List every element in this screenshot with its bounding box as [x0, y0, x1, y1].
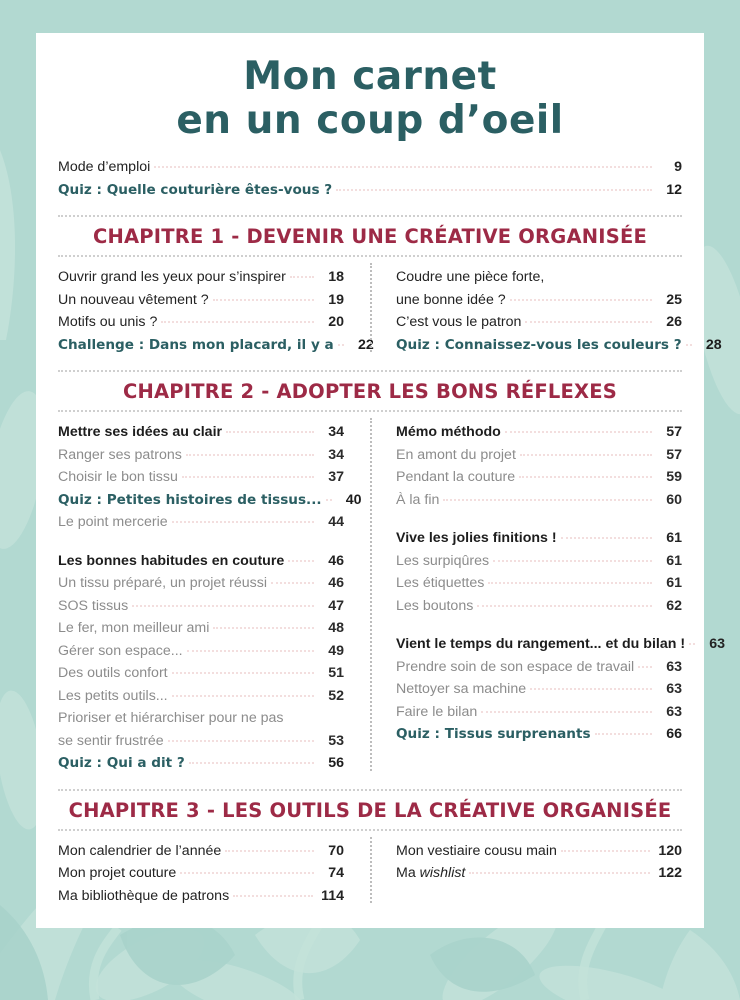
toc-page-number: 74 [328, 865, 344, 882]
toc-entry-label: Nettoyer sa machine [396, 681, 527, 698]
toc-entry-label: Les étiquettes [396, 575, 485, 592]
chapter-section [58, 215, 722, 356]
toc-entry-label: Mémo méthodo [396, 424, 501, 441]
toc-entry[interactable] [58, 730, 344, 753]
toc-page-number: 63 [666, 703, 682, 720]
toc-page-number: 22 [357, 336, 374, 353]
toc-entry[interactable] [396, 550, 682, 573]
toc-page-number: 9 [674, 159, 682, 176]
toc-entry-label: À la fin [396, 491, 440, 508]
toc-entry[interactable] [58, 421, 344, 444]
chapter-title: CHAPITRE 2 - ADOPTER LES BONS RÉFLEXES [122, 380, 618, 404]
toc-entry[interactable] [396, 266, 682, 289]
toc-entry[interactable] [58, 707, 344, 730]
toc-entry[interactable] [396, 444, 682, 467]
toc-entry[interactable] [58, 862, 344, 885]
toc-leader-dots [271, 582, 314, 584]
toc-leader-dots [561, 850, 650, 852]
toc-entry[interactable] [396, 334, 722, 357]
toc-entry[interactable] [58, 640, 344, 663]
toc-leader-dots [477, 605, 652, 607]
toc-entry-label: Choisir le bon tissu [58, 469, 178, 486]
toc-page-number: 122 [658, 865, 682, 882]
toc-entry-label: Quiz : Tissus surprenants [396, 726, 591, 743]
toc-entry-label: Un nouveau vêtement ? [58, 291, 209, 308]
chapters-container [58, 215, 726, 907]
toc-entry-label: Motifs ou unis ? [58, 314, 158, 331]
toc-page-number: 18 [328, 269, 344, 286]
toc-leader-dots [336, 189, 652, 191]
toc-page-number: 56 [328, 755, 344, 772]
toc-page-number: 60 [666, 491, 682, 508]
toc-page-number: 47 [328, 597, 344, 614]
toc-page-number: 66 [666, 726, 682, 743]
chapter-columns [58, 257, 722, 356]
toc-leader-dots [520, 454, 652, 456]
toc-entry[interactable] [396, 421, 682, 444]
toc-entry-label: Ma bibliothèque de patrons [58, 887, 230, 904]
chapter-section [58, 370, 726, 775]
toc-leader-dots [189, 762, 314, 764]
chapter-column-left [58, 421, 370, 775]
toc-page-number: 63 [709, 636, 726, 653]
toc-entry[interactable] [396, 572, 682, 595]
toc-page-number: 63 [666, 658, 682, 675]
toc-leader-dots [213, 299, 314, 301]
toc-page-number: 70 [328, 842, 344, 859]
toc-entry[interactable] [58, 266, 344, 289]
column-divider [370, 263, 372, 352]
toc-leader-dots [525, 321, 652, 323]
column-divider [370, 418, 372, 771]
toc-page-number: 28 [705, 336, 722, 353]
toc-entry-label: Mon projet couture [58, 865, 177, 882]
toc-entry-label: Ouvrir grand les yeux pour s’inspirer [58, 269, 286, 286]
toc-entry[interactable] [396, 527, 682, 550]
toc-page-number: 62 [666, 597, 682, 614]
toc-page-number: 49 [328, 642, 344, 659]
toc-leader-dots [595, 733, 652, 735]
toc-entry[interactable] [58, 489, 362, 512]
toc-leader-dots [488, 582, 652, 584]
toc-entry[interactable] [58, 334, 374, 357]
toc-leader-dots [182, 476, 314, 478]
toc-entry-label: Faire le bilan [396, 703, 478, 720]
toc-leader-dots [530, 688, 652, 690]
toc-entry[interactable] [396, 656, 682, 679]
toc-page-number: 61 [666, 552, 682, 569]
toc-leader-dots [180, 872, 314, 874]
toc-page-number: 46 [328, 552, 344, 569]
title-line-2: en un coup d’oeil [176, 97, 564, 143]
toc-leader-dots [186, 454, 314, 456]
toc-entry-label: Mon calendrier de l’année [58, 842, 222, 859]
toc-entry[interactable] [396, 466, 682, 489]
toc-leader-dots [443, 499, 652, 501]
page-title [36, 33, 704, 142]
toc-leader-dots [510, 299, 652, 301]
toc-entry[interactable] [58, 179, 682, 202]
toc-leader-dots [288, 560, 314, 562]
toc-leader-dots [172, 672, 314, 674]
toc-entry[interactable] [58, 885, 344, 908]
chapter-column-right [370, 421, 726, 775]
toc-entry-label: Coudre une pièce forte, [396, 269, 545, 286]
toc-leader-dots [638, 666, 652, 668]
toc-entry-label: Les bonnes habitudes en couture [58, 552, 285, 569]
toc-leader-dots [161, 321, 314, 323]
toc-entry[interactable] [58, 617, 344, 640]
toc-entry-label: Le fer, mon meilleur ami [58, 620, 210, 637]
title-line-1: Mon carnet [243, 54, 497, 99]
toc-entry[interactable] [58, 595, 344, 618]
toc-entry-label: Vient le temps du rangement... et du bilan ! [396, 636, 686, 653]
entry-spacer [396, 511, 682, 527]
toc-page-number: 114 [321, 887, 344, 904]
chapter-section [58, 789, 682, 908]
toc-page-number: 44 [328, 514, 344, 531]
toc-leader-dots [226, 431, 314, 433]
toc-leader-dots [290, 276, 314, 278]
column-divider [370, 837, 372, 904]
toc-page-number: 12 [666, 181, 682, 198]
toc-entry[interactable] [58, 572, 344, 595]
toc-entry[interactable] [58, 840, 344, 863]
toc-entry[interactable] [58, 156, 682, 179]
toc-entry[interactable] [396, 595, 682, 618]
toc-entry-label: Mon vestiaire cousu main [396, 842, 557, 859]
toc-entry-label: Mode d’emploi [58, 159, 151, 176]
toc-entry-label: Vive les jolies finitions ! [396, 530, 557, 547]
toc-entry[interactable] [58, 752, 344, 775]
intro-entries [58, 142, 682, 201]
toc-page-number: 63 [666, 681, 682, 698]
toc-entry[interactable] [58, 550, 344, 573]
chapter-column-left [58, 840, 370, 908]
toc-entry-label: Prendre soin de son espace de travail [396, 658, 635, 675]
toc-entry-label: Ma wishlist [396, 865, 466, 882]
toc-leader-dots [561, 537, 652, 539]
toc-page-number: 34 [328, 446, 344, 463]
toc-entry-label: Un tissu préparé, un projet réussi [58, 575, 267, 592]
toc-entry-label: Challenge : Dans mon placard, il y a [58, 336, 334, 353]
toc-page-number: 51 [328, 665, 344, 682]
toc-entry-label: Les surpiqûres [396, 552, 490, 569]
chapter-column-right [370, 840, 682, 908]
toc-leader-dots [154, 166, 652, 168]
toc-leader-dots [172, 695, 314, 697]
toc-page-number: 61 [666, 575, 682, 592]
toc-leader-dots [225, 850, 314, 852]
toc-leader-dots [505, 431, 652, 433]
toc-entry[interactable] [396, 489, 682, 512]
toc-leader-dots [481, 711, 652, 713]
toc-leader-dots [469, 872, 650, 874]
toc-entry[interactable] [58, 311, 344, 334]
toc-entry-label: Des outils confort [58, 665, 168, 682]
toc-entry-label: Quiz : Connaissez-vous les couleurs ? [396, 336, 682, 353]
toc-entry-label-italic: wishlist [419, 865, 466, 882]
entry-spacer [396, 617, 682, 633]
toc-page-number: 20 [328, 314, 344, 331]
toc-entry[interactable] [396, 723, 682, 746]
toc-page-number: 25 [666, 291, 682, 308]
toc-leader-dots [213, 627, 314, 629]
toc-entry-label: Quiz : Qui a dit ? [58, 755, 185, 772]
toc-entry-label: se sentir frustrée [58, 732, 164, 749]
chapter-title: CHAPITRE 1 - DEVENIR UNE CRÉATIVE ORGANISÉE [92, 225, 648, 249]
toc-page-number: 57 [666, 446, 682, 463]
toc-entry-label: Quiz : Quelle couturière êtes-vous ? [58, 181, 333, 198]
toc-leader-dots [326, 499, 332, 501]
toc-leader-dots [689, 643, 695, 645]
toc-entry-label: C’est vous le patron [396, 314, 522, 331]
toc-leader-dots [168, 740, 314, 742]
toc-entry[interactable] [58, 289, 344, 312]
toc-entry[interactable] [396, 678, 682, 701]
toc-entry[interactable] [58, 466, 344, 489]
toc-entry-label: En amont du projet [396, 446, 516, 463]
toc-entry-label: Prioriser et hiérarchiser pour ne pas [58, 710, 284, 727]
toc-leader-dots [493, 560, 652, 562]
toc-leader-dots [172, 521, 314, 523]
chapter-column-right [370, 266, 722, 356]
toc-entry-label: Les boutons [396, 597, 474, 614]
toc-page-number: 37 [328, 469, 344, 486]
toc-entry[interactable] [58, 685, 344, 708]
toc-entry[interactable] [396, 633, 726, 656]
toc-page-number: 120 [658, 842, 682, 859]
toc-entry-label: Gérer son espace... [58, 642, 183, 659]
toc-leader-dots [338, 344, 344, 346]
toc-entry[interactable] [396, 840, 682, 863]
toc-leader-dots [519, 476, 652, 478]
toc-page-number: 48 [328, 620, 344, 637]
toc-page-number: 53 [328, 732, 344, 749]
toc-entry[interactable] [396, 862, 682, 885]
toc-entry[interactable] [58, 511, 344, 534]
toc-entry[interactable] [58, 444, 344, 467]
toc-entry[interactable] [396, 311, 682, 334]
toc-page-number: 19 [328, 291, 344, 308]
toc-page-number: 59 [666, 469, 682, 486]
toc-entry-label: Mettre ses idées au clair [58, 424, 223, 441]
toc-entry-label: Quiz : Petites histoires de tissus... [58, 491, 322, 508]
toc-entry[interactable] [58, 662, 344, 685]
toc-entry-label: SOS tissus [58, 597, 129, 614]
toc-entry-label: Les petits outils... [58, 687, 168, 704]
toc-entry-label: une bonne idée ? [396, 291, 506, 308]
toc-page-number: 52 [328, 687, 344, 704]
toc-entry-label: Ranger ses patrons [58, 446, 182, 463]
toc-leader-dots [233, 895, 313, 897]
chapter-columns [58, 412, 726, 775]
toc-page-number: 61 [666, 530, 682, 547]
toc-card [36, 33, 726, 928]
toc-leader-dots [132, 605, 314, 607]
toc-page-number: 40 [345, 491, 362, 508]
toc-leader-dots [187, 650, 314, 652]
toc-content [36, 142, 726, 907]
toc-page-number: 46 [328, 575, 344, 592]
toc-page-number: 26 [666, 314, 682, 331]
toc-entry-label: Le point mercerie [58, 514, 168, 531]
toc-entry-label: Pendant la couture [396, 469, 516, 486]
chapter-column-left [58, 266, 374, 356]
chapter-columns [58, 831, 682, 908]
toc-page-number: 34 [328, 424, 344, 441]
toc-entry[interactable] [396, 289, 682, 312]
toc-leader-dots [686, 344, 692, 346]
toc-entry[interactable] [396, 701, 682, 724]
entry-spacer [58, 534, 344, 550]
chapter-title: CHAPITRE 3 - LES OUTILS DE LA CRÉATIVE ORGANISÉE [68, 798, 672, 822]
toc-page-number: 57 [666, 424, 682, 441]
